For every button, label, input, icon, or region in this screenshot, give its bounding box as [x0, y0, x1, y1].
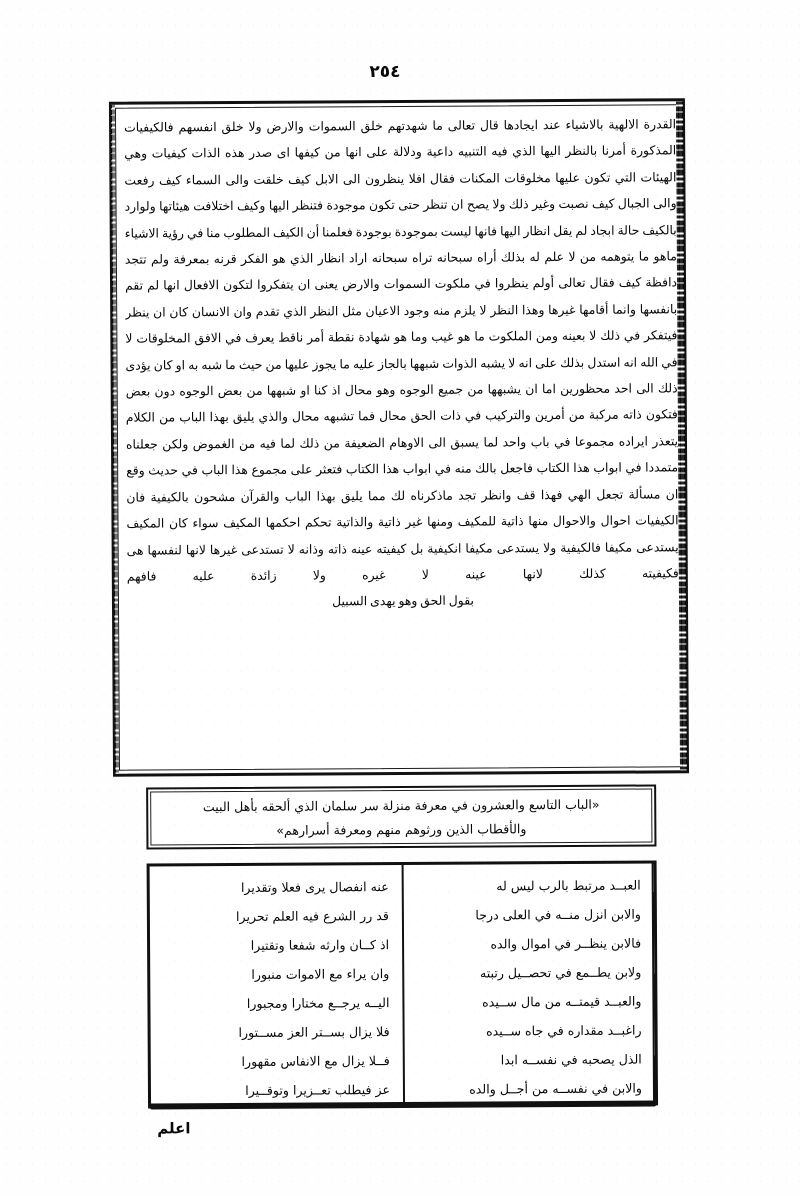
verse-hemistich: فلا يزال بســتر العز مســتورا [238, 1024, 390, 1040]
chapter-heading-text [158, 793, 644, 844]
body-text-column [124, 111, 680, 766]
verse-hemistich: قد رر الشرع فيه العلم تحريرا [235, 908, 389, 925]
folio-number: ٢٥٤ [369, 62, 401, 82]
verse-hemistich: عز فيطلب تعــزيرا وتوقــيرا [245, 1082, 391, 1098]
body-closing-line: بقول الحق وهو يهدى السبيل [332, 592, 474, 609]
verse-hemistich: عنه انفصال يرى فعلا وتقديرا [240, 879, 389, 895]
verse-hemistich: وان يراء مع الاموات منبورا [251, 966, 390, 982]
chapter-heading-box [146, 784, 656, 849]
body-paragraph: القدرة الالهية بالاشياء عند ايجادها قال تعالى ما شهدتهم خلق السموات والارض ولا خلق انفسهم فالكيفيات المذكورة أمرنا بالنظر اليها الذي فيه التنبيه داعية ودلالة على انها من كيفها اى صدر هذه الذات كيفيات وهي الهيئات التي تكون عليها مخلوقات المكنات فقال افلا ينظرون الى الابل كيف خلقت والى السماء كيف رفعت والى الجبال كيف نصبت وغير ذلك ولا يصح ان تنظر حتى تكون موجودة فتنظر اليها وكيف اختلافت هيئاتها ولوارد بالكيف حالة ابجاد لم يقل انظار اليها فانها ليست بموجودة بوجودة فعلمنا أن الكيف المطلوب منا في رؤية الاشياء ماهو ما يتوهمه من لا علم له بذلك أراه سبحانه تراه سبحانه اراد انظار الذي هو الفكر قرنه بمعرفة ولم تتجد دافظة كيف فقال تعالى أولم ينظروا في ملكوت السموات والارض يعنى ان يتفكروا لتكون الافعال انها لم تقم بانفسها وانما أقامها غيرها وهذا النظر لا يلزم منه وجود الاعيان مثل النظر الذي تقدم وان الانسان كان ان ينظر فيتفكر في ذلك لا بعينه ومن الملكوت ما هو غيب وما هو شهادة نقطة أمر ناقط يعرف في الافق المخلوقات لا في الله انه استدل بذلك على انه لا يشبه الذوات شبهها بالجاز عليه ما يجوز عليها من حيث ما شبه به او كان يؤدى ذلك الى احد محظورين اما ان يشبهها من جميع الوجوه وهو محال اذ كنا او شبهها من بعض الوجوه دون بعض فتكون ذاته مركبة من أمرين والتركيب في ذات الحق محال فما تشبهه محال والذي يليق بهذا الباب من الكلام يتعذر ايراده مجموعا في باب واحد لما يسبق الى الاوهام الضعيفة من ذلك لما فيه من الغموض ولكن جعلناه متمددا في ابواب هذا الكتاب فاجعل بالك منه في ابواب هذا الكتاب فتعثر على مجموع هذا الباب في حديث وقع ان مسألة تجعل الهي فهذا قف وانظر تجد ماذكرناه لك مما يليق بهذا الباب والقرآن مشحون بالكيفية فان الكيفيات احوال والاحوال منها ذاتية للمكيف ومنها غير ذاتية والذاتية تحكم احكمها المكيف سواء كان المكيف يستدعى مكيفا فالكيفية ولا يستدعى مكيفا انكيفية بل كيفيته عينه ذاته وذانه لا تستدعى غيرها لانها لنفسها هى فكيفيته كذلك لانها عينه لا غيره ولا زائدة عليه فافهم [124, 116, 679, 584]
main-text-frame [109, 98, 689, 777]
verse-hemistich: فــلا يزال مع الانفاس مقهورا [241, 1053, 390, 1069]
verse-hemistich: والعبــد قيمتــه من مال ســيده [482, 993, 642, 1010]
verse-hemistich: العبــد مرتبط بالرب ليس له [496, 877, 641, 894]
verse-hemistich: فالابن ينظــر في اموال والده [490, 935, 642, 952]
verse-hemistich: والابن في نفســه من أجــل والده [469, 1080, 643, 1097]
verse-hemistich: والابن انزل منــه في العلى درجا [475, 906, 641, 923]
chapter-heading-line-1: «الباب التاسع والعشرون في معرفة منزلة سر سلمان الذي ألحقه بأهل البيت [202, 796, 600, 815]
verse-column-right [402, 863, 655, 1104]
verse-table [147, 860, 658, 1108]
chapter-heading-line-2: والأقطاب الذين ورثوهم منهم ومعرفة أسرارهم» [276, 821, 527, 838]
verse-hemistich: ولابن يطــمع في تحصــيل رتبته [479, 964, 642, 981]
verse-hemistich: اذ كــان وارثه شفعا وتقتيرا [250, 937, 390, 953]
verse-hemistich: راغبــد مقداره في جاه ســيده [485, 1022, 642, 1039]
verse-column-left [150, 865, 403, 1106]
verse-hemistich: اليــه يرجــع مختارا ومجبورا [246, 995, 390, 1011]
printed-text-block [109, 98, 691, 1138]
verse-hemistich: الذل يصحبه في نفســه ابدا [500, 1051, 642, 1068]
catchword: اعلم [157, 1119, 191, 1138]
frame-left-ink-rule [111, 105, 119, 774]
